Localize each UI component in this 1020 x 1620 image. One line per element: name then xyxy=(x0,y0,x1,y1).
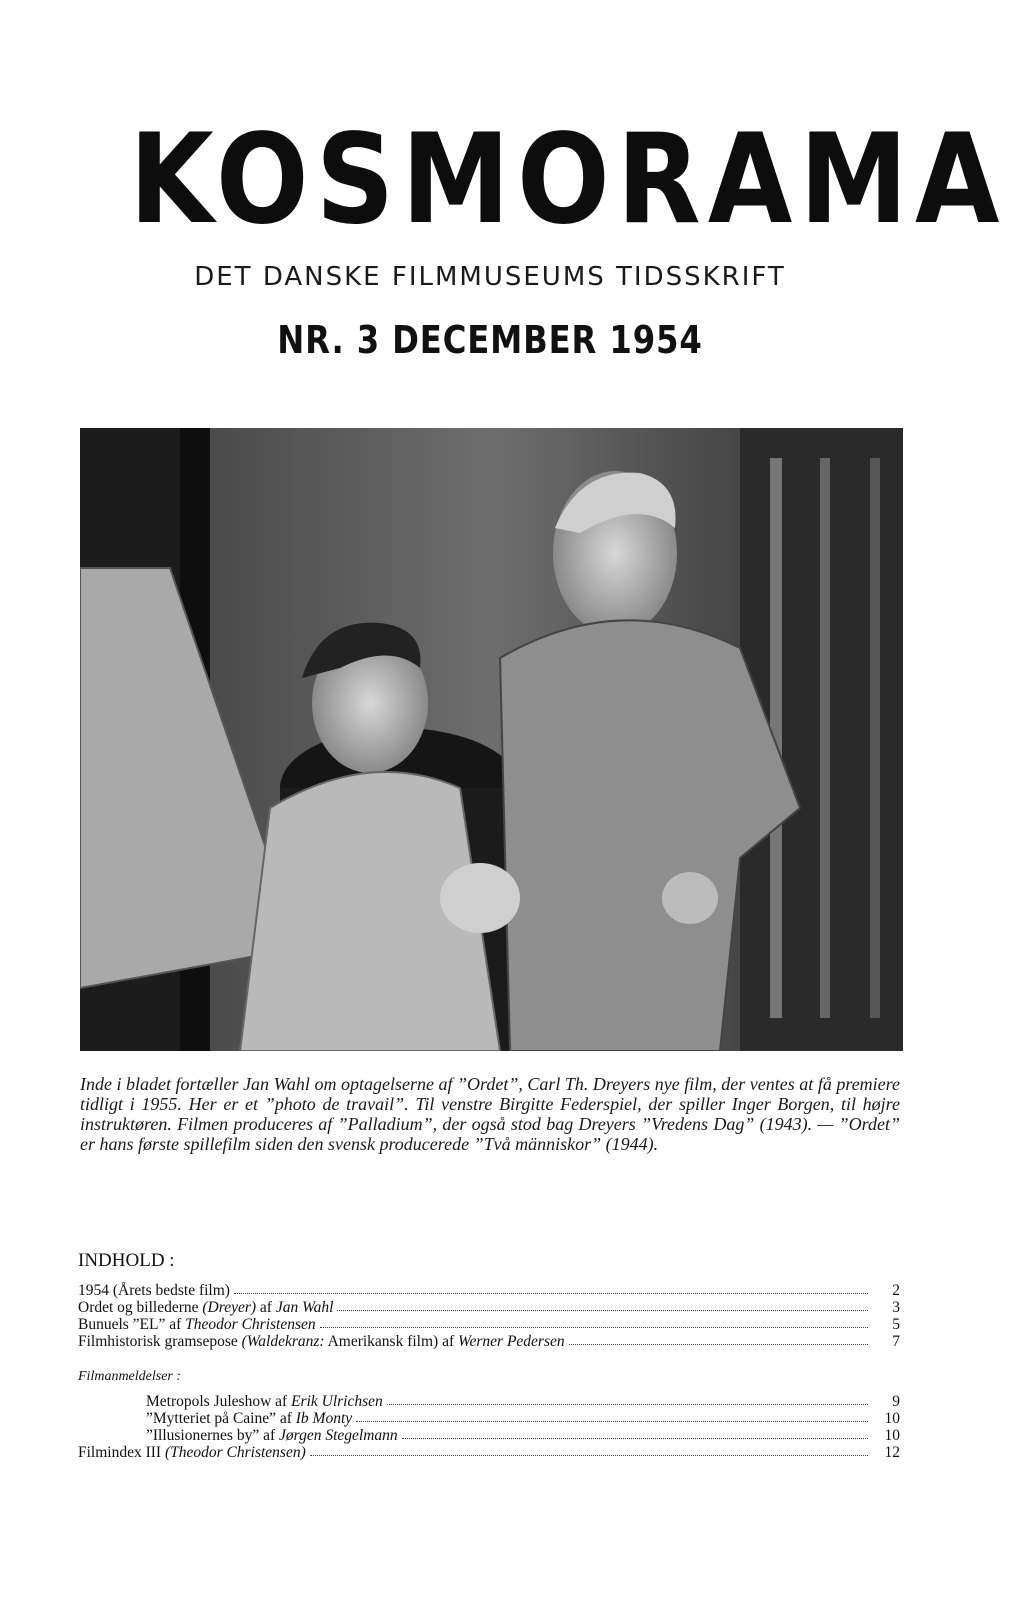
toc-title: Filmhistorisk gramsepose xyxy=(78,1333,242,1350)
toc-row xyxy=(78,1282,900,1299)
toc-leader xyxy=(320,1327,868,1328)
toc-title: Bunuels ”EL” af xyxy=(78,1316,186,1333)
toc-row xyxy=(78,1444,900,1461)
toc-page: 10 xyxy=(884,1427,900,1444)
toc-row xyxy=(78,1299,900,1316)
magazine-title: KOSMORAMA xyxy=(129,108,1007,252)
toc-page: 3 xyxy=(892,1299,900,1316)
toc-row xyxy=(78,1427,900,1444)
toc-title: Ordet og billederne xyxy=(78,1299,203,1316)
toc-author: Erik Ulrichsen xyxy=(291,1393,383,1410)
toc-page: 9 xyxy=(892,1393,900,1410)
toc-leader xyxy=(310,1455,868,1456)
toc-title: Metropols Juleshow af xyxy=(146,1393,292,1410)
toc-author: Werner Pedersen xyxy=(458,1333,565,1350)
toc-page: 5 xyxy=(892,1316,900,1333)
toc-author: Jan Wahl xyxy=(275,1299,334,1316)
toc-title: 1954 (Årets bedste film) xyxy=(78,1282,230,1299)
toc-leader xyxy=(356,1421,868,1422)
toc-title: ”Illusionernes by” af xyxy=(146,1427,279,1444)
toc-leader xyxy=(234,1293,868,1294)
toc-page: 2 xyxy=(892,1282,900,1299)
toc-row xyxy=(78,1316,900,1333)
toc-title: ”Mytteriet på Caine” af xyxy=(146,1410,296,1427)
toc-leader xyxy=(337,1310,868,1311)
film-still-photo-icon xyxy=(80,428,903,1051)
cover-photo xyxy=(80,428,903,1051)
toc-row xyxy=(78,1393,900,1410)
magazine-subtitle: DET DANSKE FILMMUSEUMS TIDSSKRIFT xyxy=(194,262,786,292)
photo-caption: Inde i bladet fortæller Jan Wahl om optagelserne af ”Ordet”, Carl Th. Dreyers nye film, der ventes at få premiere tidligt i 1955. Her er et ”photo de travail”. Til venstre Birgitte Federspiel, der spiller Inger Borgen, til højre instruktøren. Filmen produceres af ”Palladium”, der også stod bag Dreyers ”Vredens Dag” (1943). — ”Ordet” er hans første spillefilm siden den svensk producerede ”Två människor” (1944). xyxy=(80,1074,900,1154)
toc-subject: (Waldekranz: xyxy=(241,1333,325,1350)
toc-row xyxy=(78,1333,900,1350)
toc-leader xyxy=(569,1344,868,1345)
toc-author: Theodor Christensen xyxy=(185,1316,316,1333)
toc-author: Ib Monty xyxy=(295,1410,353,1427)
toc-page: 10 xyxy=(884,1410,900,1427)
toc-title: Filmindex III xyxy=(78,1444,165,1461)
toc-section-label: Filmanmeldelser : xyxy=(78,1369,182,1384)
toc-author: Jørgen Stegelmann xyxy=(279,1427,398,1444)
toc-row xyxy=(78,1410,900,1427)
toc-author: (Theodor Christensen) xyxy=(164,1444,306,1461)
issue-line: NR. 3 DECEMBER 1954 xyxy=(277,318,703,362)
toc-leader xyxy=(387,1404,868,1405)
toc-subject: (Dreyer) xyxy=(202,1299,257,1316)
toc-page: 12 xyxy=(884,1444,900,1461)
toc-connector: Amerikansk film) af xyxy=(324,1333,459,1350)
toc-leader xyxy=(402,1438,868,1439)
contents-heading: INDHOLD : xyxy=(78,1250,175,1271)
toc-page: 7 xyxy=(892,1333,900,1350)
table-of-contents xyxy=(78,1282,900,1461)
toc-connector: af xyxy=(256,1299,276,1316)
